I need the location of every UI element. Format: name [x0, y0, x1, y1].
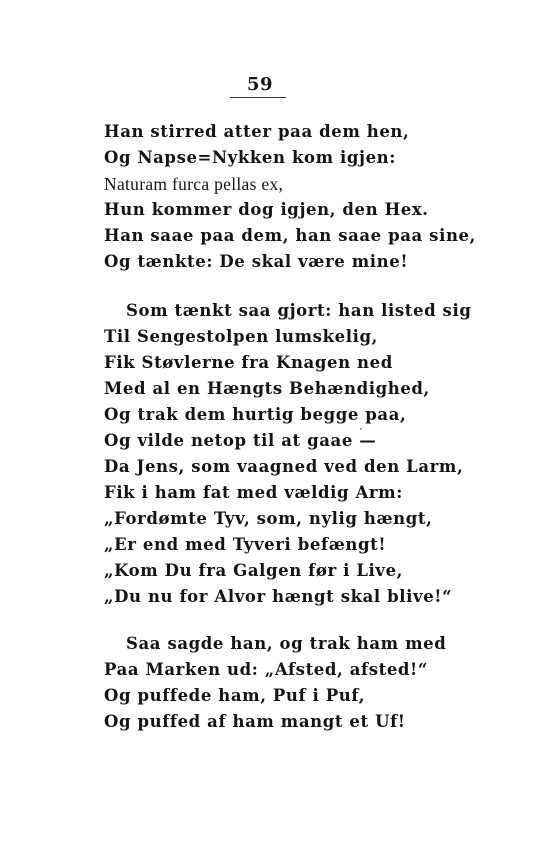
verse-line: „Er end med Tyveri befængt!	[104, 535, 387, 554]
verse-line: „Fordømte Tyv, som, nylig hængt,	[104, 509, 433, 528]
verse-line: Og trak dem hurtig begge paa,	[104, 405, 407, 424]
verse-line: Og tænkte: De skal være mine!	[104, 252, 409, 271]
verse-line: „Du nu for Alvor hængt skal blive!“	[104, 587, 453, 606]
verse-line: Han stirred atter paa dem hen,	[104, 122, 410, 141]
verse-line: „Kom Du fra Galgen før i Live,	[104, 561, 404, 580]
paper-speck	[360, 428, 362, 430]
verse-line: Og puffed af ham mangt et Uf!	[104, 712, 406, 731]
verse-line: Fik i ham fat med vældig Arm:	[104, 483, 403, 502]
verse-line-latin: Naturam furca pellas ex,	[104, 174, 284, 194]
verse-line: Saa sagde han, og trak ham med	[126, 634, 447, 653]
page-number: 59	[246, 74, 274, 95]
verse-line: Og Napse=Nykken kom igjen:	[104, 148, 396, 167]
verse-line: Som tænkt saa gjort: han listed sig	[126, 301, 472, 320]
verse-line: Til Sengestolpen lumskelig,	[104, 327, 378, 346]
verse-line: Og vilde netop til at gaae —	[104, 431, 377, 450]
verse-line: Paa Marken ud: „Afsted, afsted!“	[104, 660, 428, 679]
verse-line: Han saae paa dem, han saae paa sine,	[104, 226, 476, 245]
verse-line: Med al en Hængts Behændighed,	[104, 379, 430, 398]
verse-line: Hun kommer dog igjen, den Hex.	[104, 200, 429, 219]
verse-line: Da Jens, som vaagned ved den Larm,	[104, 457, 464, 476]
verse-line: Og puffede ham, Puf i Puf,	[104, 686, 366, 705]
verse-line: Fik Støvlerne fra Knagen ned	[104, 353, 393, 372]
page-number-rule	[230, 97, 286, 98]
